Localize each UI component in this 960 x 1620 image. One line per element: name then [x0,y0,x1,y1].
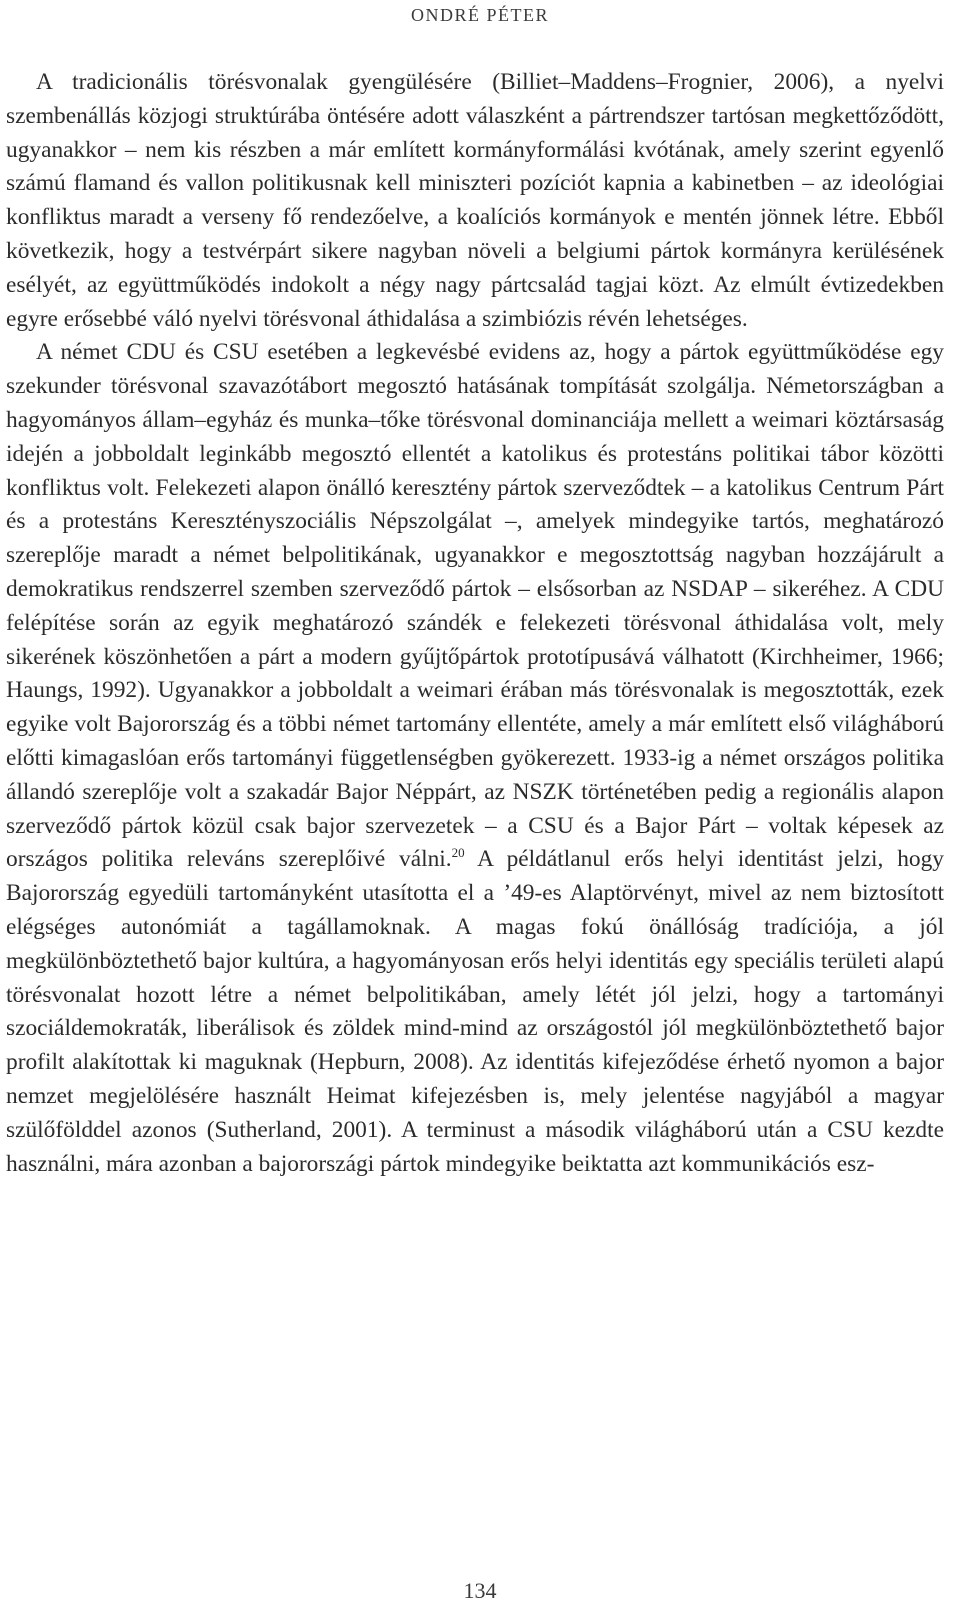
paragraph-2-text-2: A példátlanul erős helyi identitást jelzi, hogy Bajorország egyedüli tartományként utasította el a ’49-es Alaptörvényt, mivel az nem biztosított elégséges autonómiát a tagállamoknak. A magas fokú önállóság tradíciója, a jól megkülönböztethető bajor kultúra, a hagyományosan erős helyi identitás egy speciális területi alapú törésvonalat hozott létre a német belpolitikában, amely létét jól jelzi, hogy a tartományi szociáldemokraták, liberálisok és zöldek mind-mind az országostól jól megkülönböztethető bajor profilt alakítottak ki maguknak (Hepburn, 2008). Az identitás kifejeződése érhető nyomon a bajor nemzet megjelölésére használt Heimat kifejezésben is, mely jelentése nagyjából a magyar szülőfölddel azonos (Sutherland, 2001). A terminust a második világháború után a CSU kezdte használni, mára azonban a bajorországi pártok mindegyike beiktatta azt kommunikációs esz- [6,846,944,1177]
paragraph-2-text-1: A német CDU és CSU esetében a legkevésbé evidens az, hogy a pártok együttműködése egy szekunder törésvonal szavazótábort megosztó hatásának tompítását szolgálja. Németországban a hagyományos állam–egyház és munka–tőke törésvonal dominanciája mellett a weimari köztársaság idején a jobboldalt leginkább megosztó ellentét a katolikus és protestáns politikai tábor közötti konfliktus volt. Felekezeti alapon önálló keresztény pártok szerveződtek – a katolikus Centrum Párt és a protestáns Keresztényszociális Népszolgálat –, amelyek mindegyike tartós, meghatározó szereplője maradt a német belpolitikának, ugyanakkor e megosztottság nagyban hozzájárult a demokratikus rendszerrel szemben szerveződő pártok – elsősorban az NSDAP – sikeréhez. A CDU felépítése során az egyik meghatározó szándék e felekezeti törésvonal áthidalása volt, mely sikerének köszönhetően a párt a modern gyűjtőpártok prototípusává válhatott (Kirchheimer, 1966; Haungs, 1992). Ugyanakkor a jobboldalt a weimari érában más törésvonalak is megosztották, ezek egyike volt Bajorország és a többi német tartomány ellentéte, amely a már említett első világháború előtti kimagaslóan erős tartományi függetlenségben gyökerezett. 1933-ig a német országos politika állandó szereplője volt a szakadár Bajor Néppárt, az NSZK történetében pedig a regionális alapon szerveződő pártok közül csak bajor szervezetek – a CSU és a Bajor Párt – voltak képesek az országos politika releváns szereplőivé válni. [6,339,944,873]
body-text [6,66,944,1181]
paragraph-1: A tradicionális törésvonalak gyengülésére (Billiet–Maddens–Frognier, 2006), a nyelvi szembenállás közjogi struktúrába öntésére adott válaszként a pártrendszer tartósan megkettőződött, ugyanakkor – nem kis részben a már említett kormányformálási kvótának, amely szerint egyenlő számú flamand és vallon politikusnak kell miniszteri pozíciót kapnia a kabinetben – az ideológiai konfliktus maradt a verseny fő rendezőelve, a koalíciós kormányok e mentén jönnek létre. Ebből következik, hogy a testvérpárt sikere nagyban növeli a belgiumi pártok kormányra kerülésének esélyét, az együttműködés indokolt a négy nagy pártcsalád tagjai közt. Az elmúlt évtizedekben egyre erősebbé váló nyelvi törésvonal áthidalása a szimbiózis révén lehetséges. [6,69,944,332]
running-head: ONDRÉ PÉTER [411,5,549,25]
footnote-reference[interactable]: 20 [451,845,465,861]
page-number: 134 [463,1578,497,1603]
paragraph-2 [6,336,944,1181]
